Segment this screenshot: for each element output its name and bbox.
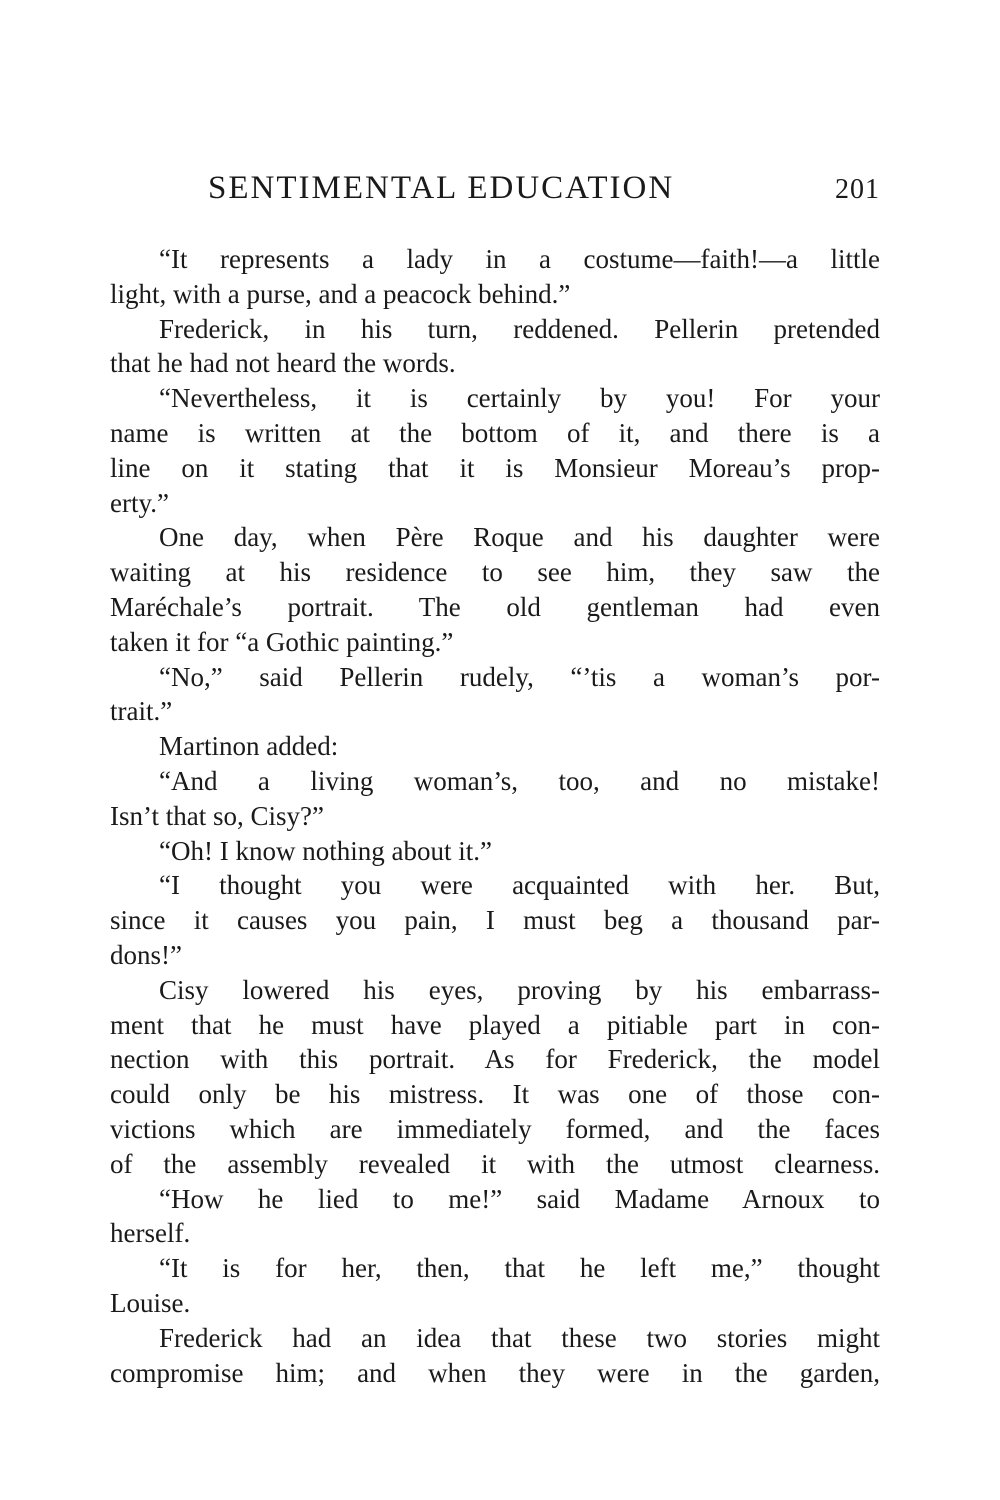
text-line: compromise him; and when they were in the garden, <box>110 1357 880 1388</box>
text-line: ment that he must have played a pitiable part in con- <box>110 1009 880 1040</box>
text-line: light, with a purse, and a peacock behind.” <box>110 278 571 309</box>
text-line: could only be his mistress. It was one of those con- <box>110 1079 880 1110</box>
text-line: erty.” <box>110 487 169 518</box>
text-line: that he had not heard the words. <box>110 348 456 379</box>
text-line: “Nevertheless, it is certainly by you! For your <box>159 383 880 414</box>
text-line: trait.” <box>110 696 173 727</box>
text-line: “No,” said Pellerin rudely, “’tis a woman’s por- <box>159 661 880 692</box>
text-line: “It represents a lady in a costume—faith!—a little <box>159 244 880 274</box>
text-line: Isn’t that so, Cisy?” <box>110 800 324 831</box>
text-line: “And a living woman’s, too, and no mistake! <box>159 765 880 796</box>
text-line: line on it stating that it is Monsieur Moreau’s prop- <box>110 452 880 483</box>
body-text <box>110 242 880 1390</box>
running-title: SENTIMENTAL EDUCATION <box>208 170 675 206</box>
text-line: herself. <box>110 1218 191 1249</box>
text-line: “It is for her, then, that he left me,” thought <box>159 1253 880 1284</box>
text-line: Cisy lowered his eyes, proving by his embarrass- <box>159 974 880 1005</box>
text-line: Frederick, in his turn, reddened. Pellerin pretended <box>159 313 880 344</box>
text-line: dons!” <box>110 939 182 970</box>
text-line: name is written at the bottom of it, and there is a <box>110 417 880 448</box>
text-line: “How he lied to me!” said Madame Arnoux to <box>159 1183 880 1214</box>
text-line: since it causes you pain, I must beg a thousand par- <box>110 905 880 936</box>
text-line: One day, when Père Roque and his daughter were <box>159 522 880 553</box>
text-line: Martinon added: <box>159 731 339 762</box>
text-line: nection with this portrait. As for Frederick, the model <box>110 1044 880 1075</box>
text-line: “I thought you were acquainted with her. But, <box>159 870 880 901</box>
text-line: victions which are immediately formed, and the faces <box>110 1113 880 1144</box>
text-line: Louise. <box>110 1287 191 1318</box>
text-line: Frederick had an idea that these two stories might <box>159 1322 880 1353</box>
text-line: waiting at his residence to see him, they saw the <box>110 557 880 588</box>
running-head <box>110 170 880 210</box>
text-line: of the assembly revealed it with the utmost clearness. <box>110 1148 880 1179</box>
page-number: 201 <box>835 174 880 205</box>
text-line: “Oh! I know nothing about it.” <box>159 835 492 866</box>
text-line: Maréchale’s portrait. The old gentleman had even <box>110 591 880 622</box>
text-line: taken it for “a Gothic painting.” <box>110 626 454 657</box>
